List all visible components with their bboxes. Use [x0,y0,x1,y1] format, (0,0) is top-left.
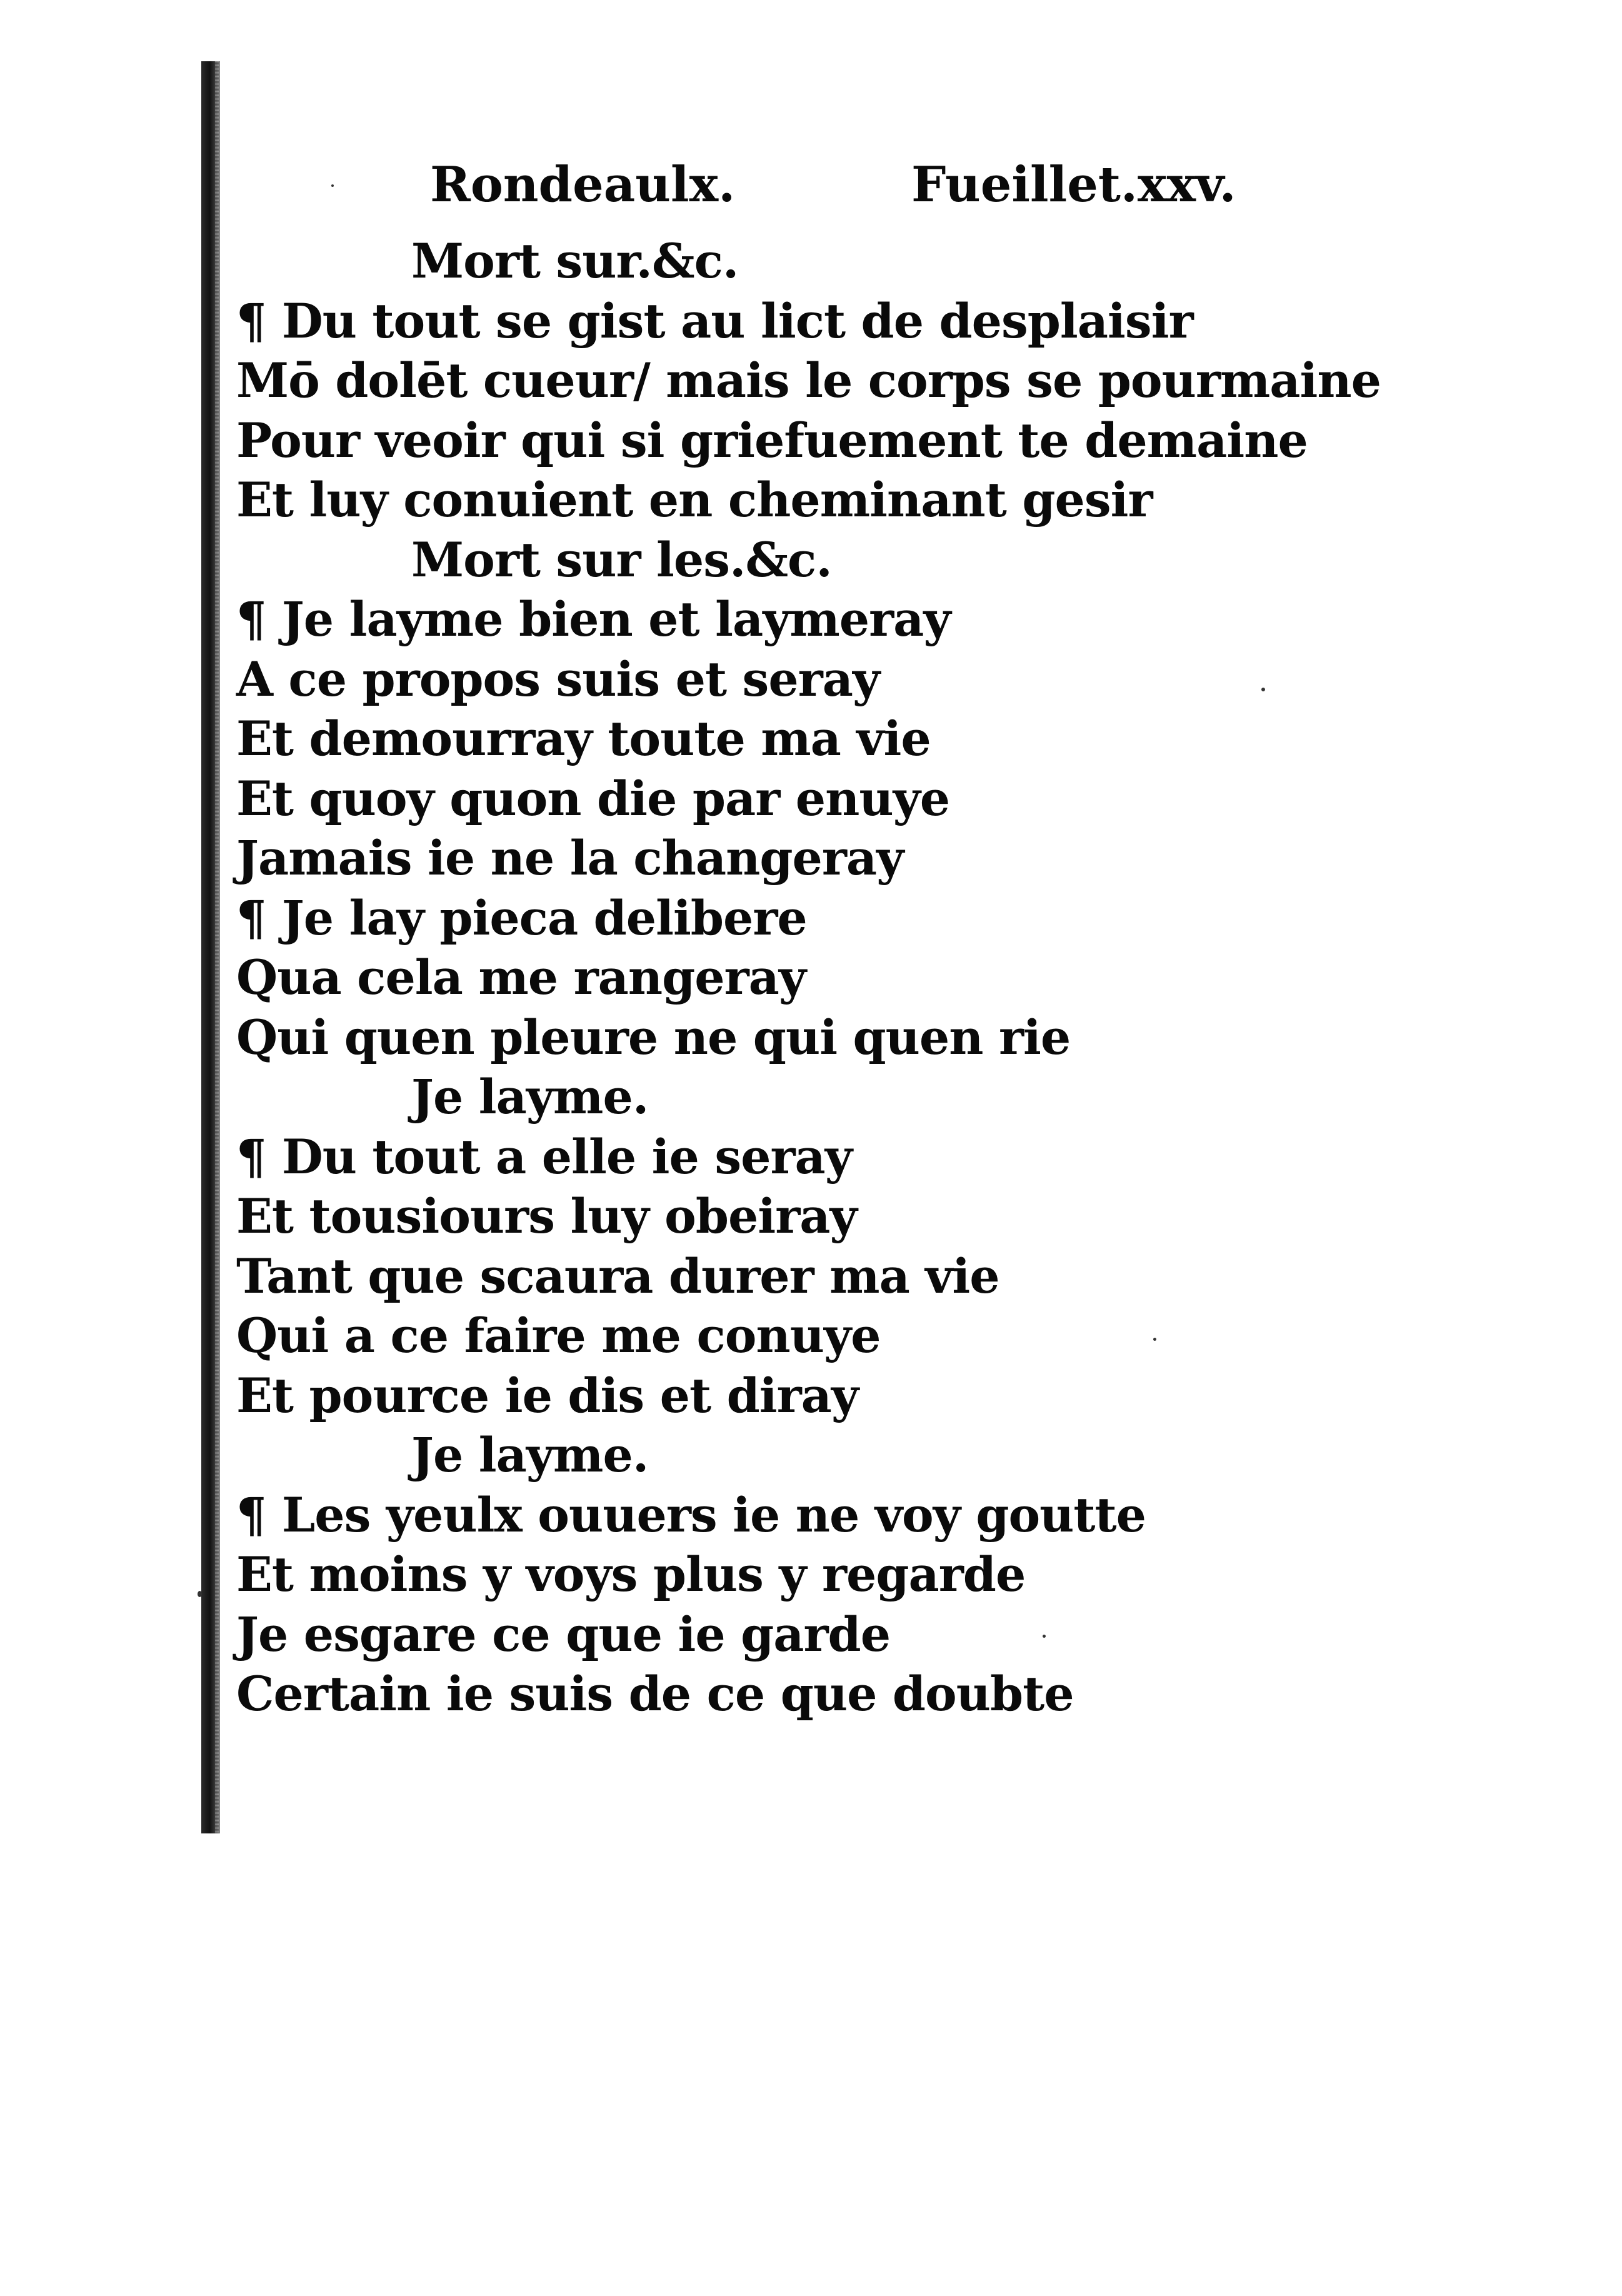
verse-line: ¶ Du tout se gist au lict de desplaisir [236,293,1193,349]
running-head-title: Rondeaulx. [430,156,736,213]
running-head [236,156,1299,231]
verse-line: Et pource ie dis et diray [236,1367,859,1423]
verse-line: Pour veoir qui si griefuement te demaine [236,412,1308,468]
verse-line: A ce propos suis et seray [236,651,880,707]
verse-line: Qui quen pleure ne qui quen rie [236,1009,1071,1065]
verse-line: Et tousiours luy obeiray [236,1188,857,1244]
verse-line: Tant que scaura durer ma vie [236,1248,999,1304]
poem-lines [236,231,1381,1724]
binding-edge [201,61,220,1833]
running-head-folio: Fueillet.xxv. [911,156,1236,213]
verse-line: ¶ Du tout a elle ie seray [236,1128,852,1185]
ink-speck [1261,688,1265,691]
text-block [236,156,1381,1724]
verse-line: Qua cela me rangeray [236,950,806,1005]
verse-line: Et demourray toute ma vie [236,711,931,766]
verse-line: Qui a ce faire me conuye [236,1308,881,1363]
ink-speck [1043,1635,1046,1638]
refrain-line: Je layme. [411,1427,649,1483]
verse-line: Et luy conuient en cheminant gesir [236,472,1153,528]
ink-speck [331,184,334,187]
refrain-line: Mort sur.&c. [411,233,739,289]
verse-line: Et quoy quon die par enuye [236,770,950,826]
verse-line: Certain ie suis de ce que doubte [236,1666,1074,1722]
refrain-line: Mort sur les.&c. [411,531,832,588]
ink-speck [198,1591,202,1597]
verse-line: ¶ Je lay pieca delibere [236,890,807,946]
verse-line: Jamais ie ne la changeray [236,830,904,886]
verse-line: ¶ Les yeulx ouuers ie ne voy goutte [236,1486,1146,1543]
verse-line: Mō dolēt cueur/ mais le corps se pourmaine [236,353,1381,408]
verse-line: ¶ Je layme bien et laymeray [236,591,951,647]
verse-line: Et moins y voys plus y regarde [236,1547,1026,1602]
refrain-line: Je layme. [411,1069,649,1125]
verse-line: Je esgare ce que ie garde [236,1606,891,1662]
ink-speck [1153,1338,1156,1341]
